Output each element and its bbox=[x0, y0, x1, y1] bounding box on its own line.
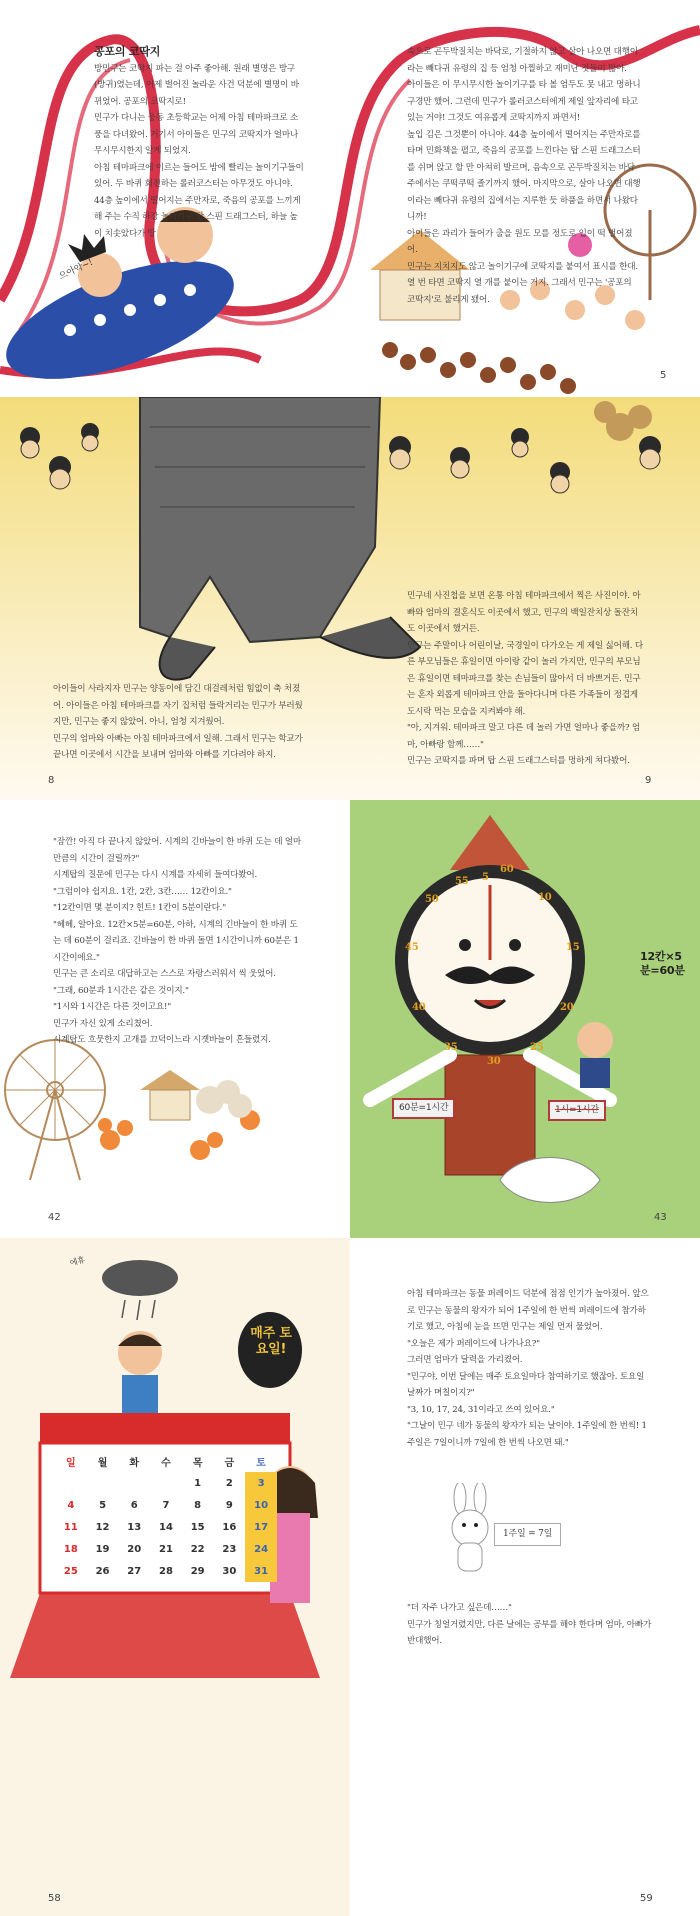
paragraph: 그러면 엄마가 달력을 가리켰어. bbox=[407, 1355, 523, 1365]
calendar-day: 22 bbox=[190, 1543, 205, 1555]
clock-number: 5 bbox=[482, 872, 489, 883]
paragraph: "아, 지겨워. 테마파크 말고 다른 데 놀러 가면 얼마나 좋을까? 엄마, 아빠랑 함께……" bbox=[407, 723, 640, 750]
spread-pages-42-43 bbox=[0, 800, 700, 1238]
weekday-wed: 수 bbox=[161, 1457, 171, 1469]
calendar-day-sunday: 4 bbox=[67, 1499, 75, 1511]
calendar-day: 14 bbox=[159, 1521, 173, 1533]
calendar-day bbox=[55, 1472, 87, 1494]
right-page-text bbox=[407, 1286, 652, 1451]
paragraph: 민구는 지치지도 않고 놀이기구에 코딱지를 붙여서 표시를 한대. 열 번 타면 코딱지 열 개를 붙이는 거지. 그래서 민구는 '공포의 코딱지'로 불리게 됐어. bbox=[407, 261, 638, 305]
calendar-day-sunday: 25 bbox=[63, 1565, 78, 1577]
paragraph: "그럼이야 쉽지요. 1칸, 2칸, 3칸…… 12칸이요." bbox=[53, 886, 232, 897]
calendar-day-sunday: 11 bbox=[63, 1521, 78, 1533]
paragraph: 민구가 다니는 웅동 초등학교는 어제 아침 테마파크로 소풍을 다녀왔어. 거기서 아이들은 민구의 코딱지가 얼마나 무시무시한지 알게 되었지. bbox=[94, 113, 299, 156]
calendar-day: 26 bbox=[95, 1565, 110, 1577]
calendar-day: 28 bbox=[159, 1565, 173, 1577]
calendar-day-sunday: 18 bbox=[63, 1543, 78, 1555]
calendar-week-row bbox=[55, 1538, 277, 1560]
paragraph: 민구가 칭얼거렸지만, 다른 날에는 공부를 해야 한다며 엄마, 아빠가 반대했어. bbox=[407, 1619, 652, 1646]
paragraph: "민구야, 이번 달에는 매주 토요일마다 참여하기로 했잖아. 토요일 날짜가 며칠이지?" bbox=[407, 1371, 645, 1398]
page-number-left: 58 bbox=[48, 1893, 61, 1904]
calendar-day: 16 bbox=[222, 1521, 237, 1533]
calendar-day: 29 bbox=[190, 1565, 205, 1577]
calendar-day: 12 bbox=[95, 1521, 110, 1533]
chapter-heading: 공포의 코딱지 bbox=[94, 45, 161, 58]
calendar-day: 1 bbox=[194, 1477, 202, 1489]
sigh-text: 에휴 bbox=[68, 1255, 86, 1268]
calendar-day: 2 bbox=[225, 1477, 233, 1489]
paragraph: "더 자주 나가고 싶은데……" bbox=[407, 1603, 512, 1613]
paragraph: 아침 테마파크에 이르는 들어도 밤에 빨리는 놀이기구들이 있어. 두 바퀴 회전하는 롤러코스터는 아무것도 아니야. 44층 높이에서 떨어지는 주만자로, 죽음의 공포를 느끼게 해 주는 수직 하강 놀이기구 탑 스핀 드래그스터, 하늘 높이 치솟았다가 땅 bbox=[94, 162, 304, 239]
paragraph: "그래, 60분과 1시간은 같은 것이지." bbox=[53, 985, 189, 996]
calendar-day: 15 bbox=[190, 1521, 205, 1533]
ferris-wheel-illustration bbox=[0, 1030, 300, 1210]
monthly-calendar bbox=[55, 1450, 277, 1582]
page-number: 5 bbox=[660, 370, 667, 381]
clock-number: 15 bbox=[566, 942, 580, 953]
page-number-left: 42 bbox=[48, 1212, 61, 1223]
paragraph: "3, 10, 17, 24, 31이라고 쓰여 있어요." bbox=[407, 1404, 555, 1415]
paragraph: 아이들은 이 무시무시한 놀이기구를 타 볼 엄두도 못 내고 멍하니 구경만 했어. 그런데 민구가 롤러코스터에게 제일 앞자리에 타고 있는 거야! 그것도 여유롭게 코딱지까지 파면서! bbox=[407, 80, 641, 123]
right-page-text bbox=[407, 588, 645, 770]
calendar-day: 27 bbox=[127, 1565, 142, 1577]
paragraph: "1시와 1시간은 다른 것이고요!" bbox=[53, 1002, 172, 1012]
calendar-day bbox=[87, 1472, 119, 1494]
calendar-day: 13 bbox=[127, 1521, 142, 1533]
paragraph: 아이들이 사라지자 민구는 양동이에 담긴 대걸레처럼 힘없이 축 처졌어. 아이들은 아침 테마파크를 자기 집처럼 들락거리는 민구가 부러웠지만, 민구는 좋지 않았어. 아니, 엄청 지겨웠어. bbox=[53, 684, 303, 727]
clock-number: 35 bbox=[444, 1042, 458, 1053]
calendar-week-row bbox=[55, 1494, 277, 1516]
calendar-day-saturday: 31 bbox=[245, 1560, 277, 1582]
calendar-day: 8 bbox=[194, 1499, 202, 1511]
calendar-week-row bbox=[55, 1472, 277, 1494]
calendar-day: 19 bbox=[95, 1543, 110, 1555]
paragraph: 아침 테마파크는 동물 퍼레이드 덕분에 점점 인기가 높아졌어. 앞으로 민구는 동물의 왕자가 되어 1주일에 한 번씩 퍼레이드에 참가하기로 했고, 아침에 눈을 뜨면 민구는 제일 먼저 물었어. bbox=[407, 1289, 649, 1332]
clock-number: 20 bbox=[560, 1002, 574, 1013]
right-page-text bbox=[407, 44, 642, 308]
weekday-tue: 화 bbox=[129, 1457, 140, 1469]
paragraph: 시계탑도 흐뭇한지 고개를 끄덕이느라 시곗바늘이 흔들렸지. bbox=[53, 1035, 271, 1045]
calendar-day: 21 bbox=[159, 1543, 173, 1555]
bunny-illustration bbox=[440, 1483, 500, 1578]
one-week-seven-days-note: 1주일 = 7일 bbox=[494, 1523, 561, 1546]
paragraph: 아이들은 과리가 들어가 출을 원도 모를 정도로 입이 떡 벌어졌어. bbox=[407, 228, 633, 255]
clock-number: 25 bbox=[530, 1042, 544, 1053]
calendar-day-saturday: 24 bbox=[245, 1538, 277, 1560]
calendar-day-saturday: 3 bbox=[245, 1472, 277, 1494]
paragraph: 높입 김은 그것뿐이 아니야. 44층 높이에서 떨어지는 주만자로를 타며 민화책을 펼고, 죽음의 공포를 느낀다는 탑 스핀 드래그스터를 쉬며 앉고 할 만 아쳐히 발르며, 음속으로 곤두박질치는 바닥주에서는 쿠떡쿠떡 졸기까지 했어. 마지막으로, 살아 나오면 대행이라는 빼다귀 유령의 집에서는 지루한 듯 하품을 하면서 나왔다니까! bbox=[407, 129, 641, 222]
calendar-day-saturday: 10 bbox=[245, 1494, 277, 1516]
weekday-sat: 토 bbox=[256, 1457, 266, 1469]
page-number-right: 43 bbox=[654, 1212, 667, 1223]
paragraph: 방민구는 코딱지 파는 걸 아주 좋아해. 원래 별명은 방구(방귀)였는데, 어제 벌어진 놀라운 사건 덕분에 별명이 바뀌었어. 공포의 코딱지로! bbox=[94, 63, 299, 107]
weekday-thu: 목 bbox=[192, 1457, 203, 1469]
paragraph: 민구는 주말이나 어린이날, 국경일이 다가오는 게 제일 싫어해. 다른 부모님들은 휴일이면 아이랑 같이 놀러 가지만, 민구의 부모님은 휴일이면 테마파크를 찾는 손님들이 많아서 더 바쁘거든. 민구는 혼자 외롭게 테마파크 안을 돌아다니며 다른 가족들이 정겹게 도시락 먹는 모습을 지켜봐야 해. bbox=[407, 640, 643, 717]
spread-pages-8-9 bbox=[0, 397, 700, 800]
calendar-day: 23 bbox=[222, 1543, 237, 1555]
right-page-ending-text bbox=[407, 1600, 652, 1650]
clock-tower-illustration bbox=[350, 800, 700, 1238]
spread-pages-58-59 bbox=[0, 1238, 700, 1916]
calendar-week-row bbox=[55, 1560, 277, 1582]
weekday-fri: 금 bbox=[224, 1457, 235, 1469]
calendar-day-saturday: 17 bbox=[245, 1516, 277, 1538]
spread-pages-4-5 bbox=[0, 0, 700, 397]
clock-number: 55 bbox=[455, 876, 469, 887]
clock-number: 45 bbox=[405, 942, 419, 953]
clock-number: 60 bbox=[500, 864, 514, 875]
page-number-right: 59 bbox=[640, 1893, 653, 1904]
calendar-day: 7 bbox=[162, 1499, 170, 1511]
paragraph: 민구는 큰 소리로 대답하고는 스스로 자랑스러워서 씩 웃었어. bbox=[53, 969, 276, 979]
clock-number: 10 bbox=[538, 892, 552, 903]
left-page-text bbox=[53, 681, 308, 764]
paragraph: 시계탑의 질문에 민구는 다시 시계를 자세히 들여다봤어. bbox=[53, 870, 258, 880]
scream-text: 으아악~! bbox=[57, 257, 95, 283]
paragraph: 민구가 자신 있게 소리쳤어. bbox=[53, 1018, 153, 1029]
calendar-day: 30 bbox=[222, 1565, 237, 1577]
paragraph: "헤헤, 알아요. 12칸×5분=60분, 아하, 시계의 긴바늘이 한 바퀴 도는 데 60분이 걸리죠. 긴바늘이 한 바퀴 돌면 1시간이니까 60분은 1시간이에요." bbox=[53, 919, 299, 963]
paragraph: "잠깐! 아직 다 끝나지 않았어. 시계의 긴바늘이 한 바퀴 도는 데 얼마만큼의 시간이 걸릴까?" bbox=[53, 837, 302, 864]
calendar-day bbox=[150, 1472, 182, 1494]
calendar-header-row bbox=[55, 1450, 277, 1472]
paragraph: "오늘은 제가 퍼레이드에 나가나요?" bbox=[407, 1338, 540, 1349]
clock-number: 30 bbox=[487, 1056, 501, 1067]
equation-note: 12칸×5분=60분 bbox=[640, 950, 685, 977]
calendar-week-row bbox=[55, 1516, 277, 1538]
calendar-day bbox=[118, 1472, 150, 1494]
paragraph: 민구의 엄마와 아빠는 아침 테마파크에서 일해. 그래서 민구는 학교가 끝나면 이곳에서 시간을 보내며 엄마와 아빠를 기다려야 하지. bbox=[53, 733, 303, 760]
paragraph: 민구네 사진첩을 보면 온통 아침 테마파크에서 찍은 사진이야. 아빠와 엄마의 결혼식도 이곳에서 했고, 민구의 백일잔치상 돌잔치도 이곳에서 했거든. bbox=[407, 591, 641, 634]
paragraph: "12칸이면 몇 분이지? 힌트! 1칸이 5분이란다." bbox=[53, 903, 226, 913]
weekday-sun: 일 bbox=[66, 1457, 76, 1469]
calendar-day: 9 bbox=[225, 1499, 233, 1511]
left-page-text bbox=[53, 834, 303, 1049]
paragraph: "그날이 민구 네가 동물의 왕자가 되는 날이야. 1주일에 한 번씩! 1주일은 7일이니까 7일에 한 번씩 나오면 돼." bbox=[407, 1421, 647, 1448]
left-page-text bbox=[94, 44, 304, 242]
every-saturday-badge: 매주 토요일! bbox=[250, 1326, 292, 1357]
calendar-day: 6 bbox=[130, 1499, 138, 1511]
sign-60min-equals-1hour: 60분=1시간 bbox=[392, 1098, 455, 1119]
page-number-right: 9 bbox=[645, 775, 652, 786]
page-number-left: 8 bbox=[48, 775, 55, 786]
sign-1oclock-not-1hour: 1시=1시간 bbox=[548, 1100, 606, 1121]
clock-number: 50 bbox=[425, 894, 439, 905]
clock-number: 40 bbox=[412, 1002, 426, 1013]
paragraph: 민구는 코딱지를 파며 탑 스핀 드래그스터를 멍하게 쳐다봤어. bbox=[407, 756, 630, 766]
paragraph: 속으로 곤두박질치는 바닥로, 기절하지 않고 살아 나오면 대행이라는 빼다귀 유령의 집 등 엄청 아찔하고 재미난 것들이 많아. bbox=[407, 47, 638, 74]
calendar-day: 20 bbox=[127, 1543, 142, 1555]
weekday-mon: 월 bbox=[97, 1457, 108, 1469]
calendar-day: 5 bbox=[99, 1499, 107, 1511]
